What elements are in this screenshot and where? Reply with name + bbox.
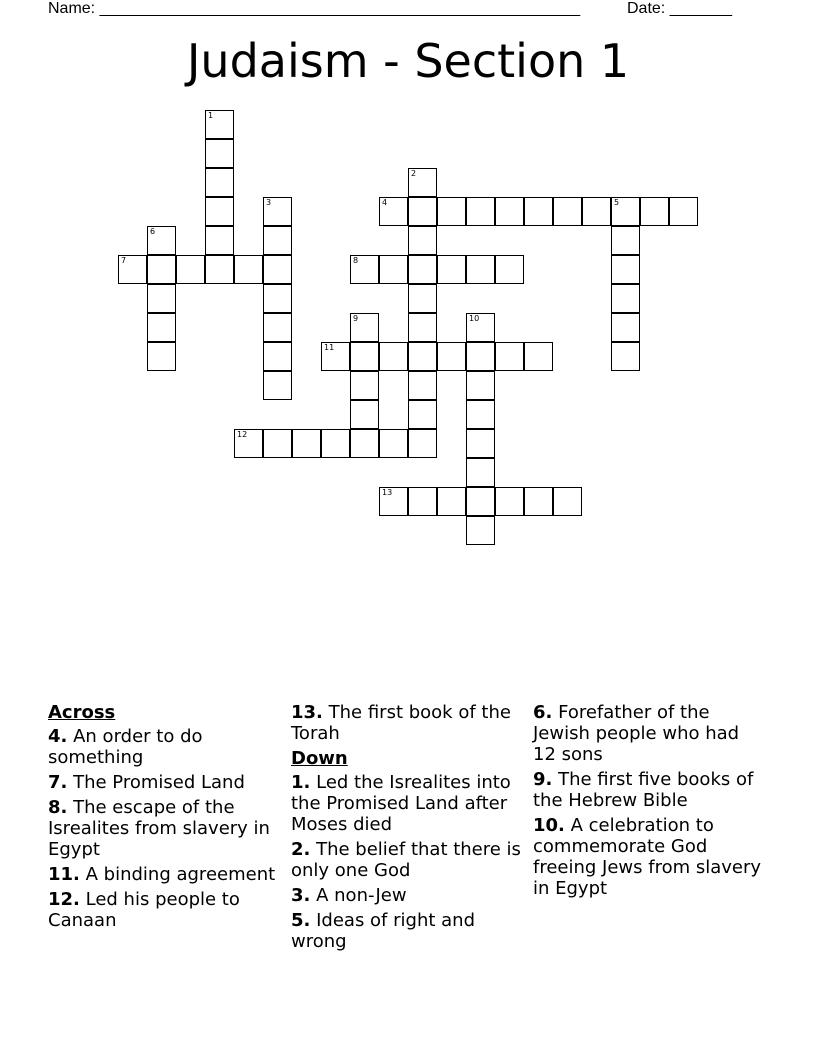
crossword-cell[interactable]: [466, 342, 495, 371]
crossword-cell[interactable]: [350, 313, 379, 342]
crossword-cell[interactable]: [379, 255, 408, 284]
crossword-cell[interactable]: [147, 313, 176, 342]
crossword-cell[interactable]: [205, 139, 234, 168]
crossword-cell[interactable]: [495, 342, 524, 371]
cell-number: 11: [324, 343, 335, 352]
crossword-cell[interactable]: [350, 400, 379, 429]
crossword-cell[interactable]: [437, 342, 466, 371]
crossword-cell[interactable]: [611, 255, 640, 284]
down-heading: Down: [291, 748, 348, 769]
cell-number: 9: [353, 314, 359, 323]
cell-number: 2: [411, 169, 417, 178]
clue-down-10: [533, 815, 765, 899]
crossword-cell[interactable]: [205, 226, 234, 255]
clue-across-13: [291, 702, 523, 744]
crossword-cell[interactable]: [669, 197, 698, 226]
crossword-cell[interactable]: [611, 342, 640, 371]
cell-number: 4: [382, 198, 388, 207]
crossword-cell[interactable]: [611, 197, 640, 226]
crossword-cell[interactable]: [205, 197, 234, 226]
cell-number: 13: [382, 488, 393, 497]
crossword-cell[interactable]: [147, 226, 176, 255]
crossword-cell[interactable]: [234, 255, 263, 284]
cell-number: 7: [121, 256, 127, 265]
clue-down-3: [291, 885, 523, 906]
crossword-cell[interactable]: [408, 168, 437, 197]
crossword-cell[interactable]: [437, 255, 466, 284]
crossword-cell[interactable]: [495, 487, 524, 516]
crossword-cell[interactable]: [147, 342, 176, 371]
crossword-cell[interactable]: [466, 197, 495, 226]
crossword-cell[interactable]: [524, 342, 553, 371]
crossword-cell[interactable]: [147, 284, 176, 313]
clue-text: The first five books of the Hebrew Bible: [533, 769, 754, 811]
clue-across-4: [48, 726, 284, 768]
cell-number: 1: [208, 111, 214, 120]
crossword-cell[interactable]: [350, 371, 379, 400]
crossword-cell[interactable]: [408, 371, 437, 400]
crossword-cell[interactable]: [495, 197, 524, 226]
clues-column-1: [48, 702, 284, 935]
crossword-cell[interactable]: [205, 168, 234, 197]
crossword-cell[interactable]: [234, 429, 263, 458]
crossword-cell[interactable]: [408, 255, 437, 284]
cell-number: 3: [266, 198, 272, 207]
crossword-cell[interactable]: [466, 487, 495, 516]
clue-number: 3.: [291, 885, 311, 906]
crossword-cell[interactable]: [118, 255, 147, 284]
clue-text: Forefather of the Jewish people who had 12 sons: [533, 702, 740, 765]
crossword-cell[interactable]: [611, 226, 640, 255]
crossword-cell[interactable]: [205, 255, 234, 284]
date-field-label: Date: _______: [627, 0, 732, 17]
crossword-cell[interactable]: [263, 197, 292, 226]
crossword-cell[interactable]: [408, 226, 437, 255]
clue-number: 7.: [48, 772, 68, 793]
crossword-cell[interactable]: [292, 429, 321, 458]
crossword-cell[interactable]: [350, 429, 379, 458]
cell-number: 8: [353, 256, 359, 265]
clue-text: A celebration to commemorate God freeing Jews from slavery in Egypt: [533, 815, 762, 899]
crossword-cell[interactable]: [263, 226, 292, 255]
clues-column-3: [533, 702, 765, 903]
crossword-cell[interactable]: [263, 371, 292, 400]
crossword-cell[interactable]: [524, 487, 553, 516]
clue-number: 1.: [291, 772, 311, 793]
clue-down-2: [291, 839, 523, 881]
crossword-cell[interactable]: [263, 342, 292, 371]
crossword-cell[interactable]: [524, 197, 553, 226]
clue-number: 5.: [291, 910, 311, 931]
crossword-cell[interactable]: [582, 197, 611, 226]
cell-number: 5: [614, 198, 620, 207]
clue-text: Ideas of right and wrong: [291, 910, 475, 952]
clue-text: The escape of the Isrealites from slavery in Egypt: [48, 797, 270, 860]
crossword-cell[interactable]: [263, 429, 292, 458]
cell-number: 12: [237, 430, 248, 439]
clues-column-2: [291, 702, 523, 956]
crossword-cell[interactable]: [408, 487, 437, 516]
clue-text: The Promised Land: [73, 772, 245, 793]
clue-number: 11.: [48, 864, 80, 885]
crossword-cell[interactable]: [553, 197, 582, 226]
crossword-cell[interactable]: [350, 342, 379, 371]
clue-down-1: [291, 772, 523, 835]
clue-down-6: [533, 702, 765, 765]
crossword-cell[interactable]: [263, 284, 292, 313]
crossword-cell[interactable]: [321, 429, 350, 458]
crossword-cell[interactable]: [640, 197, 669, 226]
crossword-cell[interactable]: [466, 313, 495, 342]
crossword-cell[interactable]: [611, 313, 640, 342]
crossword-cell[interactable]: [553, 487, 582, 516]
crossword-cell[interactable]: [408, 342, 437, 371]
crossword-cell[interactable]: [437, 197, 466, 226]
crossword-cell[interactable]: [379, 487, 408, 516]
cell-number: 10: [469, 314, 480, 323]
crossword-cell[interactable]: [176, 255, 205, 284]
clue-across-11: [48, 864, 284, 885]
crossword-cell[interactable]: [466, 516, 495, 545]
clue-text: An order to do something: [48, 726, 203, 768]
crossword-cell[interactable]: [379, 429, 408, 458]
clue-down-5: [291, 910, 523, 952]
clue-down-9: [533, 769, 765, 811]
across-heading: Across: [48, 702, 116, 723]
crossword-cell[interactable]: [437, 487, 466, 516]
crossword-cell[interactable]: [611, 284, 640, 313]
clue-text: A non-Jew: [316, 885, 407, 906]
crossword-cell[interactable]: [466, 255, 495, 284]
page-title: Judaism - Section 1: [186, 34, 630, 88]
clue-number: 6.: [533, 702, 553, 723]
clue-number: 8.: [48, 797, 68, 818]
crossword-cell[interactable]: [408, 313, 437, 342]
clue-text: A binding agreement: [85, 864, 276, 885]
clue-text: Led his people to Canaan: [48, 889, 240, 931]
crossword-cell[interactable]: [466, 429, 495, 458]
cell-number: 6: [150, 227, 156, 236]
clue-number: 10.: [533, 815, 565, 836]
crossword-cell[interactable]: [466, 458, 495, 487]
crossword-cell[interactable]: [408, 284, 437, 313]
crossword-cell[interactable]: [147, 255, 176, 284]
crossword-cell[interactable]: [379, 342, 408, 371]
clue-text: The first book of the Torah: [291, 702, 511, 744]
clue-number: 12.: [48, 889, 80, 910]
clue-across-8: [48, 797, 284, 860]
clue-number: 9.: [533, 769, 553, 790]
clue-number: 4.: [48, 726, 68, 747]
clue-text: Led the Isrealites into the Promised Land after Moses died: [291, 772, 511, 835]
clue-across-12: [48, 889, 284, 931]
crossword-cell[interactable]: [205, 110, 234, 139]
crossword-cell[interactable]: [408, 400, 437, 429]
crossword-cell[interactable]: [263, 255, 292, 284]
name-field-label: Name: ______________________________________________________: [48, 0, 581, 17]
crossword-cell[interactable]: [350, 255, 379, 284]
crossword-cell[interactable]: [466, 400, 495, 429]
crossword-cell[interactable]: [379, 197, 408, 226]
crossword-cell[interactable]: [408, 429, 437, 458]
crossword-cell[interactable]: [408, 197, 437, 226]
crossword-cell[interactable]: [495, 255, 524, 284]
crossword-cell[interactable]: [321, 342, 350, 371]
clue-number: 2.: [291, 839, 311, 860]
crossword-cell[interactable]: [466, 371, 495, 400]
crossword-cell[interactable]: [263, 313, 292, 342]
clue-number: 13.: [291, 702, 323, 723]
clue-text: The belief that there is only one God: [291, 839, 521, 881]
clue-across-7: [48, 772, 284, 793]
